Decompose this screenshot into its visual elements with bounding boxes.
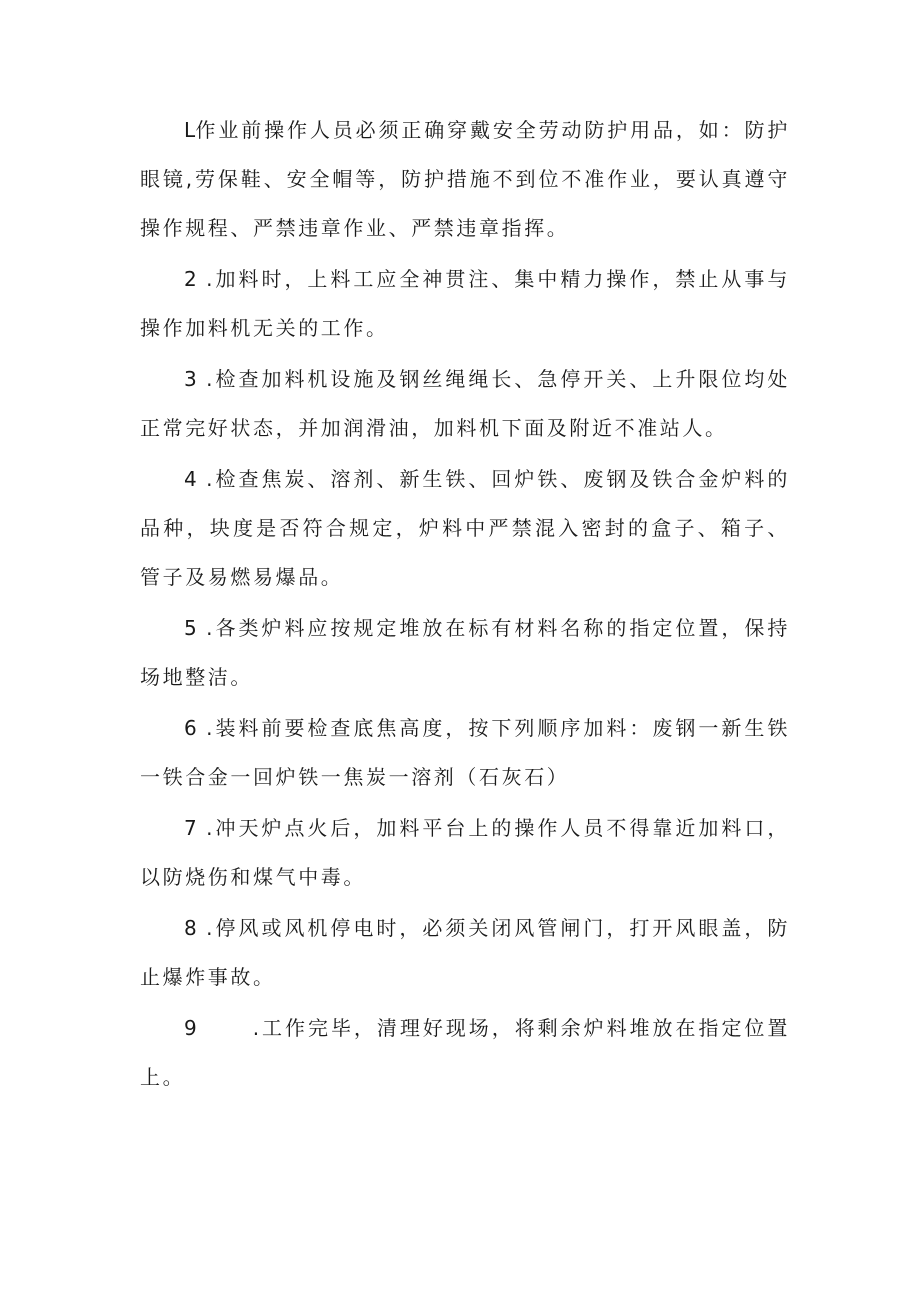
paragraph-text: .工作完毕，清理好现场，将剩余炉料堆放在指定位置上。 bbox=[140, 1016, 790, 1089]
paragraph-number: L bbox=[184, 118, 196, 142]
paragraph-4 bbox=[140, 455, 790, 602]
paragraph-text: .停风或风机停电时，必须关闭风管闸门，打开风眼盖，防止爆炸事故。 bbox=[140, 916, 790, 989]
paragraph-number: 8 bbox=[184, 916, 197, 940]
paragraph-6 bbox=[140, 704, 790, 802]
paragraph-text: .装料前要检查底焦高度，按下列顺序加料：废钢一新生铁一铁合金一回炉铁一焦炭一溶剂（石灰石） bbox=[140, 716, 790, 789]
paragraph-7 bbox=[140, 804, 790, 902]
paragraph-number: 4 bbox=[184, 467, 197, 491]
paragraph-text: .加料时，上料工应全神贯注、集中精力操作，禁止从事与操作加料机无关的工作。 bbox=[140, 267, 790, 340]
paragraph-text: .各类炉料应按规定堆放在标有材料名称的指定位置，保持场地整洁。 bbox=[140, 616, 790, 689]
paragraph-number: 6 bbox=[184, 716, 197, 740]
paragraph-1 bbox=[140, 106, 790, 253]
paragraph-text: .冲天炉点火后，加料平台上的操作人员不得靠近加料口，以防烧伤和煤气中毒。 bbox=[140, 816, 790, 889]
paragraph-3 bbox=[140, 355, 790, 453]
paragraph-2 bbox=[140, 255, 790, 353]
paragraph-number: 5 bbox=[184, 616, 197, 640]
document-body bbox=[140, 106, 790, 1104]
paragraph-text: 作业前操作人员必须正确穿戴安全劳动防护用品，如：防护眼镜,劳保鞋、安全帽等，防护措施不到位不准作业，要认真遵守操作规程、严禁违章作业、严禁违章指挥。 bbox=[140, 118, 790, 240]
paragraph-text: .检查焦炭、溶剂、新生铁、回炉铁、废钢及铁合金炉料的品种，块度是否符合规定，炉料中严禁混入密封的盒子、箱子、管子及易燃易爆品。 bbox=[140, 467, 790, 589]
paragraph-number: 3 bbox=[184, 367, 197, 391]
paragraph-5 bbox=[140, 604, 790, 702]
paragraph-number: 7 bbox=[184, 816, 197, 840]
paragraph-text: .检查加料机设施及钢丝绳绳长、急停开关、上升限位均处正常完好状态，并加润滑油，加料机下面及附近不准站人。 bbox=[140, 367, 790, 440]
paragraph-9 bbox=[140, 1004, 790, 1102]
paragraph-number: 9 bbox=[184, 1016, 197, 1040]
paragraph-number: 2 bbox=[184, 267, 197, 291]
paragraph-8 bbox=[140, 904, 790, 1002]
